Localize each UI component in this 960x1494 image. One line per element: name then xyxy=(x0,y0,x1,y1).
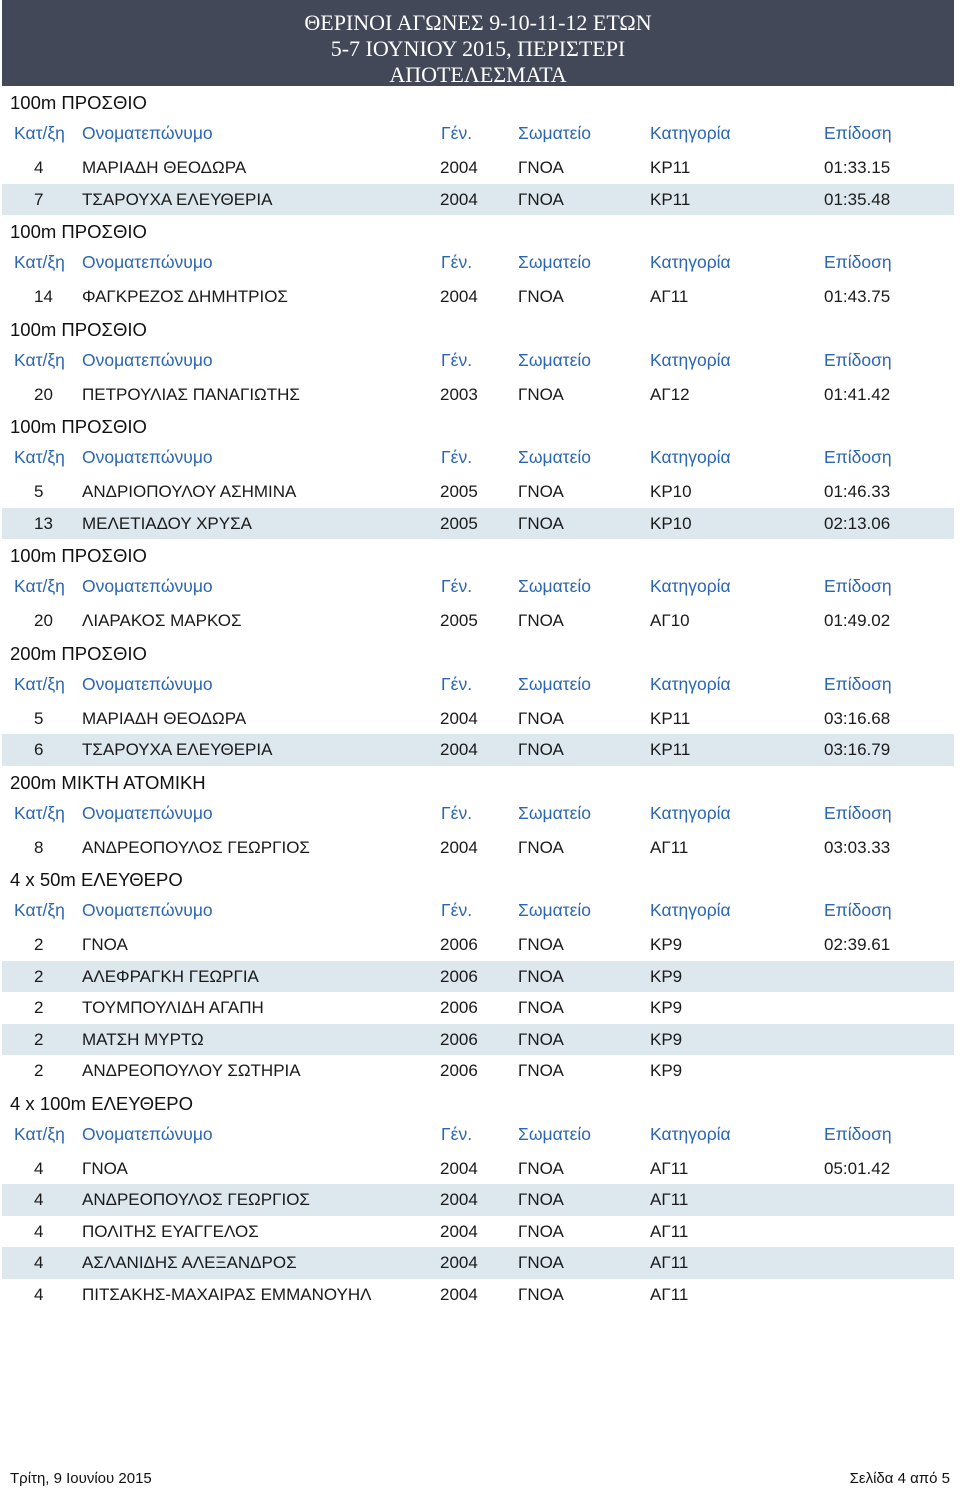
column-header-birth-year: Γέν. xyxy=(441,252,473,272)
cell-club: ΓΝΟΑ xyxy=(518,611,564,630)
event-title: 100m ΠΡΟΣΘΙΟ xyxy=(10,221,147,242)
cell-club: ΓΝΟΑ xyxy=(518,740,564,759)
table-row xyxy=(0,1055,960,1087)
cell-birth-year: 2005 xyxy=(440,513,478,533)
column-header-rank: Κατ/ξη xyxy=(14,1123,65,1144)
cell-rank: 2 xyxy=(34,1029,44,1049)
cell-club: ΓΝΟΑ xyxy=(518,708,564,728)
event-title: 4 x 50m ΕΛΕΥΘΕΡΟ xyxy=(10,869,183,890)
cell-name: ΑΝΔΡΕΟΠΟΥΛΟΣ ΓΕΩΡΓΙΟΣ xyxy=(82,1190,310,1209)
column-header-birth-year: Γέν. xyxy=(441,349,473,370)
column-header-rank: Κατ/ξη xyxy=(14,576,65,596)
cell-rank: 8 xyxy=(34,837,44,857)
column-header-rank: Κατ/ξη xyxy=(14,900,65,920)
cell-birth-year: 2006 xyxy=(440,935,478,954)
column-header-birth-year: Γέν. xyxy=(441,802,473,823)
cell-name: ΠΕΤΡΟΥΛΙΑΣ ΠΑΝΑΓΙΩΤΗΣ xyxy=(82,384,300,404)
column-header-performance: Επίδοση xyxy=(824,1123,892,1144)
page-footer xyxy=(10,1470,950,1494)
cell-name: ΛΙΑΡΑΚΟΣ ΜΑΡΚΟΣ xyxy=(82,611,242,630)
column-header-rank: Κατ/ξη xyxy=(14,349,65,370)
column-header-name: Ονοματεπώνυμο xyxy=(82,1123,213,1144)
cell-birth-year: 2004 xyxy=(440,287,478,306)
table-row xyxy=(0,152,960,184)
table-row xyxy=(2,734,954,766)
cell-birth-year: 2006 xyxy=(440,966,478,986)
column-header-performance: Επίδοση xyxy=(824,673,892,694)
footer-date: Τρίτη, 9 Ιουνίου 2015 xyxy=(10,1470,152,1487)
cell-rank: 4 xyxy=(34,1190,44,1209)
cell-birth-year: 2004 xyxy=(440,740,478,759)
cell-rank: 20 xyxy=(34,384,53,404)
cell-rank: 5 xyxy=(34,708,44,728)
column-header-performance: Επίδοση xyxy=(824,123,892,143)
column-header-rank: Κατ/ξη xyxy=(14,673,65,694)
column-header-row xyxy=(0,246,960,278)
cell-category: ΚΡ10 xyxy=(650,482,692,501)
cell-name: ΠΟΛΙΤΗΣ ΕΥΑΓΓΕΛΟΣ xyxy=(82,1221,259,1241)
cell-name: ΑΝΔΡΕΟΠΟΥΛΟΥ ΣΩΤΗΡΙΑ xyxy=(82,1061,301,1080)
column-header-birth-year: Γέν. xyxy=(441,900,473,920)
table-row xyxy=(0,1216,960,1248)
column-header-performance: Επίδοση xyxy=(824,252,892,272)
cell-name: ΑΛΕΦΡΑΓΚΗ ΓΕΩΡΓΙΑ xyxy=(82,966,259,986)
column-header-row xyxy=(0,797,960,829)
cell-club: ΓΝΟΑ xyxy=(518,189,564,209)
cell-performance: 01:46.33 xyxy=(824,482,891,501)
cell-rank: 4 xyxy=(34,1284,44,1304)
event-section xyxy=(0,766,960,864)
cell-club: ΓΝΟΑ xyxy=(518,513,564,533)
cell-club: ΓΝΟΑ xyxy=(518,1253,564,1272)
cell-performance: 01:43.75 xyxy=(824,287,891,306)
column-header-birth-year: Γέν. xyxy=(441,1123,473,1144)
column-header-category: Κατηγορία xyxy=(650,447,731,467)
column-header-club: Σωματείο xyxy=(518,252,592,272)
table-row xyxy=(0,703,960,735)
cell-category: ΑΓ10 xyxy=(650,611,690,630)
table-row xyxy=(0,281,960,313)
cell-category: ΚΡ11 xyxy=(650,740,691,759)
column-header-birth-year: Γέν. xyxy=(441,576,473,596)
cell-rank: 20 xyxy=(34,611,53,630)
cell-category: ΚΡ9 xyxy=(650,998,683,1017)
column-header-club: Σωματείο xyxy=(518,900,592,920)
cell-club: ΓΝΟΑ xyxy=(518,1061,564,1080)
column-header-category: Κατηγορία xyxy=(650,802,731,823)
column-header-category: Κατηγορία xyxy=(650,123,731,143)
cell-club: ΓΝΟΑ xyxy=(518,384,564,404)
column-header-name: Ονοματεπώνυμο xyxy=(82,252,213,272)
column-header-category: Κατηγορία xyxy=(650,576,731,596)
column-header-performance: Επίδοση xyxy=(824,447,892,467)
cell-name: ΤΟΥΜΠΟΥΛΙΔΗ ΑΓΑΠΗ xyxy=(82,998,264,1017)
cell-category: ΚΡ11 xyxy=(650,708,691,728)
cell-club: ΓΝΟΑ xyxy=(518,287,564,306)
cell-club: ΓΝΟΑ xyxy=(518,998,564,1017)
cell-name: ΤΣΑΡΟΥΧΑ ΕΛΕΥΘΕΡΙΑ xyxy=(82,189,273,209)
column-header-birth-year: Γέν. xyxy=(441,447,473,467)
cell-birth-year: 2004 xyxy=(440,158,478,177)
cell-rank: 14 xyxy=(34,287,53,306)
column-header-name: Ονοματεπώνυμο xyxy=(82,673,213,694)
cell-performance: 01:33.15 xyxy=(824,158,891,177)
table-row xyxy=(0,992,960,1024)
cell-rank: 4 xyxy=(34,1253,44,1272)
column-header-club: Σωματείο xyxy=(518,673,592,694)
column-header-club: Σωματείο xyxy=(518,447,592,467)
table-row xyxy=(0,832,960,864)
cell-category: ΑΓ11 xyxy=(650,1284,689,1304)
cell-rank: 2 xyxy=(34,1061,44,1080)
cell-club: ΓΝΟΑ xyxy=(518,935,564,954)
cell-birth-year: 2005 xyxy=(440,482,478,501)
results-header-banner xyxy=(2,0,954,86)
cell-performance: 05:01.42 xyxy=(824,1158,891,1178)
column-header-category: Κατηγορία xyxy=(650,673,731,694)
cell-rank: 13 xyxy=(34,513,53,533)
cell-category: ΚΡ9 xyxy=(650,1029,683,1049)
footer-page-number: Σελίδα 4 από 5 xyxy=(849,1470,950,1487)
cell-name: ΦΑΓΚΡΕΖΟΣ ΔΗΜΗΤΡΙΟΣ xyxy=(82,287,288,306)
cell-birth-year: 2004 xyxy=(440,189,478,209)
table-row xyxy=(2,1184,954,1216)
column-header-name: Ονοματεπώνυμο xyxy=(82,802,213,823)
cell-category: ΚΡ11 xyxy=(650,189,691,209)
cell-name: ΜΑΤΣΗ ΜΥΡΤΩ xyxy=(82,1029,204,1049)
column-header-performance: Επίδοση xyxy=(824,349,892,370)
cell-rank: 2 xyxy=(34,935,44,954)
cell-performance: 01:35.48 xyxy=(824,189,891,209)
column-header-name: Ονοματεπώνυμο xyxy=(82,576,213,596)
event-title: 200m ΜΙΚΤΗ ΑΤΟΜΙΚΗ xyxy=(10,771,206,793)
cell-name: ΜΕΛΕΤΙΑΔΟΥ ΧΡΥΣΑ xyxy=(82,513,252,533)
cell-name: ΑΝΔΡΕΟΠΟΥΛΟΣ ΓΕΩΡΓΙΟΣ xyxy=(82,837,310,857)
cell-category: ΑΓ11 xyxy=(650,1253,689,1272)
event-section xyxy=(0,86,960,215)
cell-birth-year: 2004 xyxy=(440,1190,478,1209)
column-header-category: Κατηγορία xyxy=(650,349,731,370)
cell-name: ΑΣΛΑΝΙΔΗΣ ΑΛΕΞΑΝΔΡΟΣ xyxy=(82,1253,297,1272)
table-row xyxy=(2,1024,954,1056)
cell-performance: 02:13.06 xyxy=(824,513,891,533)
event-section xyxy=(0,863,960,1087)
column-header-rank: Κατ/ξη xyxy=(14,447,65,467)
cell-birth-year: 2006 xyxy=(440,1029,478,1049)
table-row xyxy=(0,379,960,411)
event-title: 100m ΠΡΟΣΘΙΟ xyxy=(10,416,147,437)
column-header-name: Ονοματεπώνυμο xyxy=(82,123,213,143)
cell-performance: 02:39.61 xyxy=(824,935,891,954)
cell-name: ΤΣΑΡΟΥΧΑ ΕΛΕΥΘΕΡΙΑ xyxy=(82,740,273,759)
cell-club: ΓΝΟΑ xyxy=(518,1284,564,1304)
column-header-rank: Κατ/ξη xyxy=(14,802,65,823)
column-header-row xyxy=(0,570,960,602)
column-header-performance: Επίδοση xyxy=(824,802,892,823)
cell-performance: 03:16.79 xyxy=(824,740,891,759)
cell-category: ΚΡ9 xyxy=(650,966,683,986)
event-title: 100m ΠΡΟΣΘΙΟ xyxy=(10,545,147,566)
column-header-row xyxy=(0,1118,960,1150)
column-header-row xyxy=(0,344,960,376)
cell-birth-year: 2004 xyxy=(440,1253,478,1272)
cell-rank: 4 xyxy=(34,1158,44,1178)
event-title: 200m ΠΡΟΣΘΙΟ xyxy=(10,642,147,664)
column-header-category: Κατηγορία xyxy=(650,252,731,272)
cell-name: ΓΝΟΑ xyxy=(82,935,128,954)
cell-rank: 5 xyxy=(34,482,44,501)
column-header-club: Σωματείο xyxy=(518,1123,592,1144)
table-row xyxy=(2,184,954,216)
event-section xyxy=(0,410,960,539)
column-header-club: Σωματείο xyxy=(518,349,592,370)
event-section xyxy=(0,637,960,766)
column-header-category: Κατηγορία xyxy=(650,900,731,920)
column-header-name: Ονοματεπώνυμο xyxy=(82,900,213,920)
table-row xyxy=(0,605,960,637)
cell-category: ΑΓ11 xyxy=(650,287,689,306)
cell-name: ΠΙΤΣΑΚΗΣ-ΜΑΧΑΙΡΑΣ ΕΜΜΑΝΟΥΗΛ xyxy=(82,1284,372,1304)
column-header-performance: Επίδοση xyxy=(824,900,892,920)
results-list xyxy=(0,86,960,1310)
cell-name: ΜΑΡΙΑΔΗ ΘΕΟΔΩΡΑ xyxy=(82,158,247,177)
table-row xyxy=(2,961,954,993)
event-title: 4 x 100m ΕΛΕΥΘΕΡΟ xyxy=(10,1092,194,1114)
cell-birth-year: 2003 xyxy=(440,384,478,404)
column-header-rank: Κατ/ξη xyxy=(14,123,65,143)
event-section xyxy=(0,539,960,637)
cell-performance: 01:41.42 xyxy=(824,384,891,404)
column-header-row xyxy=(0,117,960,149)
column-header-row xyxy=(0,668,960,700)
column-header-club: Σωματείο xyxy=(518,802,592,823)
cell-rank: 7 xyxy=(34,189,44,209)
cell-birth-year: 2004 xyxy=(440,708,478,728)
cell-category: ΚΡ10 xyxy=(650,513,692,533)
cell-birth-year: 2004 xyxy=(440,837,478,857)
cell-rank: 2 xyxy=(34,966,44,986)
column-header-club: Σωματείο xyxy=(518,123,592,143)
table-row xyxy=(0,1153,960,1185)
cell-category: ΚΡ9 xyxy=(650,1061,683,1080)
column-header-birth-year: Γέν. xyxy=(441,673,473,694)
cell-category: ΚΡ9 xyxy=(650,935,683,954)
cell-club: ΓΝΟΑ xyxy=(518,1190,564,1209)
cell-birth-year: 2005 xyxy=(440,611,478,630)
cell-performance: 03:16.68 xyxy=(824,708,891,728)
column-header-name: Ονοματεπώνυμο xyxy=(82,349,213,370)
cell-club: ΓΝΟΑ xyxy=(518,1029,564,1049)
cell-rank: 4 xyxy=(34,1221,44,1241)
cell-club: ΓΝΟΑ xyxy=(518,966,564,986)
event-title: 100m ΠΡΟΣΘΙΟ xyxy=(10,318,147,340)
column-header-category: Κατηγορία xyxy=(650,1123,731,1144)
cell-category: ΑΓ11 xyxy=(650,837,689,857)
cell-club: ΓΝΟΑ xyxy=(518,482,564,501)
cell-name: ΜΑΡΙΑΔΗ ΘΕΟΔΩΡΑ xyxy=(82,708,247,728)
cell-name: ΓΝΟΑ xyxy=(82,1158,128,1178)
column-header-row xyxy=(0,894,960,926)
cell-club: ΓΝΟΑ xyxy=(518,158,564,177)
table-row xyxy=(0,1279,960,1311)
cell-club: ΓΝΟΑ xyxy=(518,837,564,857)
cell-club: ΓΝΟΑ xyxy=(518,1221,564,1241)
event-section xyxy=(0,1087,960,1311)
results-heading: ΑΠΟΤΕΛΕΣΜΑΤΑ xyxy=(389,62,567,87)
cell-performance: 03:03.33 xyxy=(824,837,891,857)
column-header-rank: Κατ/ξη xyxy=(14,252,65,272)
cell-category: ΚΡ11 xyxy=(650,158,691,177)
competition-dates-venue: 5-7 ΙΟΥΝΙΟΥ 2015, ΠΕΡΙΣΤΕΡΙ xyxy=(330,36,626,61)
column-header-row xyxy=(0,441,960,473)
cell-birth-year: 2004 xyxy=(440,1158,478,1178)
cell-category: ΑΓ11 xyxy=(650,1190,689,1209)
cell-performance: 01:49.02 xyxy=(824,611,891,630)
table-row xyxy=(0,476,960,508)
table-row xyxy=(2,1247,954,1279)
column-header-birth-year: Γέν. xyxy=(441,123,473,143)
cell-birth-year: 2004 xyxy=(440,1284,478,1304)
table-row xyxy=(2,508,954,540)
column-header-performance: Επίδοση xyxy=(824,576,892,596)
cell-birth-year: 2006 xyxy=(440,998,478,1017)
table-row xyxy=(0,929,960,961)
cell-club: ΓΝΟΑ xyxy=(518,1158,564,1178)
column-header-name: Ονοματεπώνυμο xyxy=(82,447,213,467)
competition-title: ΘΕΡΙΝΟΙ ΑΓΩΝΕΣ 9-10-11-12 ΕΤΩΝ xyxy=(304,10,652,35)
cell-category: ΑΓ11 xyxy=(650,1158,689,1178)
cell-rank: 2 xyxy=(34,998,44,1017)
cell-rank: 4 xyxy=(34,158,44,177)
cell-birth-year: 2006 xyxy=(440,1061,478,1080)
cell-category: ΑΓ11 xyxy=(650,1221,689,1241)
column-header-club: Σωματείο xyxy=(518,576,592,596)
event-title: 100m ΠΡΟΣΘΙΟ xyxy=(10,92,147,113)
cell-name: ΑΝΔΡΙΟΠΟΥΛΟΥ ΑΣΗΜΙΝΑ xyxy=(82,482,297,501)
cell-birth-year: 2004 xyxy=(440,1221,478,1241)
cell-rank: 6 xyxy=(34,740,44,759)
cell-category: ΑΓ12 xyxy=(650,384,690,404)
event-section xyxy=(0,313,960,411)
event-section xyxy=(0,215,960,313)
